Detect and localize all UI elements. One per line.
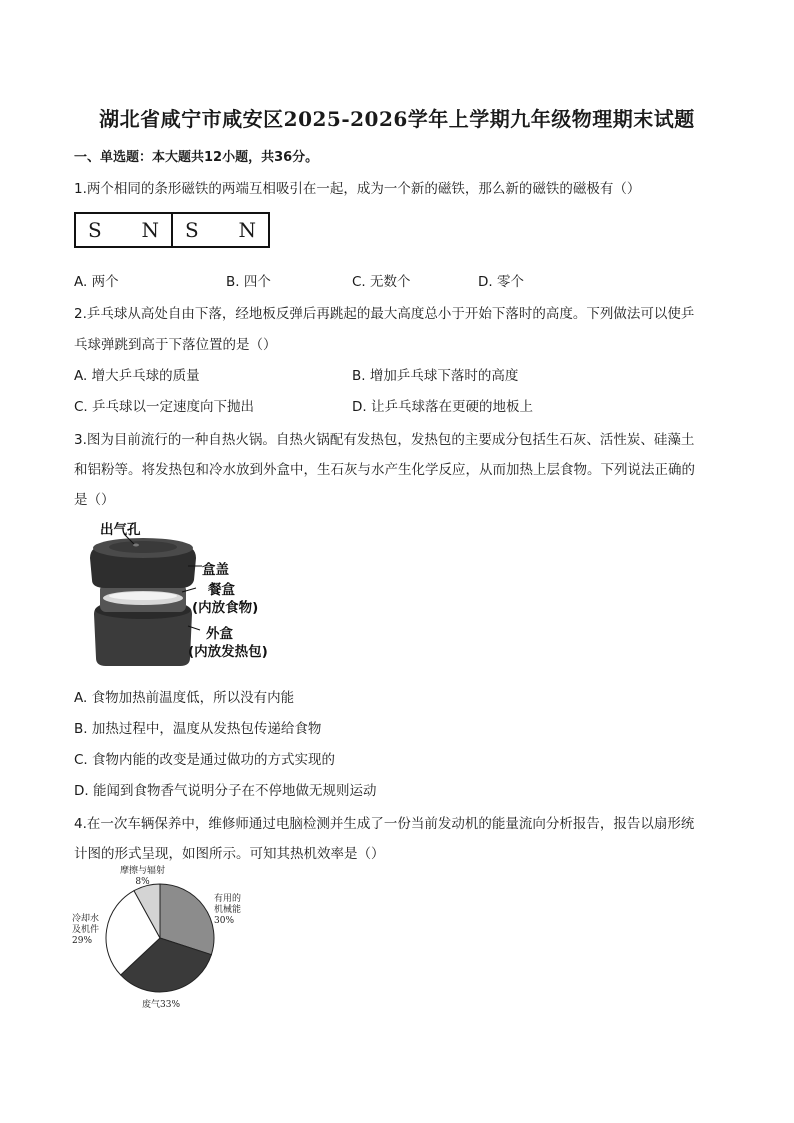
magnet-1-pole-left: S bbox=[88, 218, 102, 242]
section-heading: 一、单选题：本大题共12小题，共36分。 bbox=[74, 150, 319, 165]
q3-stem-line-1: 3.图为目前流行的一种自热火锅。自热火锅配有发热包，发热包的主要成分包括生石灰、活性炭、硅藻土 bbox=[74, 432, 695, 448]
q3-option-a[interactable]: A. 食物加热前温度低，所以没有内能 bbox=[74, 690, 295, 706]
q2-option-a[interactable]: A. 增大乒乓球的质量 bbox=[74, 368, 200, 384]
pie-label-friction bbox=[120, 866, 165, 888]
q3-stem-line-3: 是（） bbox=[74, 492, 115, 508]
page-title: 湖北省咸宁市咸安区2025-2026学年上学期九年级物理期末试题 bbox=[99, 107, 695, 131]
hotpot-label-tray: 餐盒 bbox=[208, 582, 235, 598]
q3-stem-line-2: 和铝粉等。将发热包和冷水放到外盒中，生石灰与水产生化学反应，从而加热上层食物。下列说法正确的 bbox=[74, 462, 695, 478]
hotpot-label-vent: 出气孔 bbox=[100, 522, 141, 538]
q1-option-d[interactable]: D. 零个 bbox=[478, 274, 524, 290]
hotpot-label-lid: 盒盖 bbox=[202, 562, 229, 578]
hotpot-label-tray-note: (内放食物) bbox=[192, 600, 259, 616]
q4-stem-line-1: 4.在一次车辆保养中，维修师通过电脑检测并生成了一份当前发动机的能量流向分析报告，报告以扇形统 bbox=[74, 816, 695, 832]
pie-label-useful bbox=[214, 894, 241, 927]
magnet-1-pole-right: N bbox=[141, 218, 159, 242]
pie-label-exhaust bbox=[142, 1000, 180, 1011]
q2-option-d[interactable]: D. 让乒乓球落在更硬的地板上 bbox=[352, 399, 533, 415]
pie-label-friction-name: 摩擦与辐射 bbox=[120, 866, 166, 876]
pie-label-cooling-value: 29% bbox=[72, 936, 93, 946]
q1-option-a[interactable]: A. 两个 bbox=[74, 274, 119, 290]
pie-label-cooling-line2: 及机件 bbox=[72, 925, 100, 935]
q4-stem-line-2: 计图的形式呈现，如图所示。可知其热机效率是（） bbox=[74, 846, 385, 862]
hotpot-figure bbox=[84, 518, 294, 668]
pie-label-exhaust-value: 废气33% bbox=[142, 1000, 181, 1010]
pie-label-friction-value: 8% bbox=[135, 877, 150, 887]
pie-label-cooling bbox=[72, 914, 99, 947]
q1-stem: 1.两个相同的条形磁铁的两端互相吸引在一起，成为一个新的磁铁，那么新的磁铁的磁极有（） bbox=[74, 181, 641, 197]
q3-option-c[interactable]: C. 食物内能的改变是通过做功的方式实现的 bbox=[74, 752, 336, 768]
magnet-2-pole-left: S bbox=[185, 218, 199, 242]
q2-stem-line-1: 2.乒乓球从高处自由下落，经地板反弹后再跳起的最大高度总小于开始下落时的高度。下列做法可以使乒 bbox=[74, 306, 695, 322]
q3-option-b[interactable]: B. 加热过程中，温度从发热包传递给食物 bbox=[74, 721, 322, 737]
q1-option-b[interactable]: B. 四个 bbox=[226, 274, 271, 290]
magnet-2-pole-right: N bbox=[238, 218, 256, 242]
q1-option-c[interactable]: C. 无数个 bbox=[352, 274, 411, 290]
magnet-2 bbox=[171, 214, 268, 246]
q2-option-c[interactable]: C. 乒乓球以一定速度向下抛出 bbox=[74, 399, 255, 415]
hotpot-label-outer: 外盒 bbox=[206, 626, 233, 642]
pie-label-useful-value: 30% bbox=[214, 916, 235, 926]
pie-label-useful-line1: 有用的 bbox=[214, 894, 242, 904]
magnets-figure bbox=[74, 212, 270, 248]
energy-pie-chart bbox=[64, 866, 264, 1016]
pie-label-useful-line2: 机械能 bbox=[214, 905, 242, 915]
magnet-1 bbox=[76, 214, 171, 246]
hotpot-label-outer-note: (内放发热包) bbox=[188, 644, 268, 660]
q2-stem-line-2: 乓球弹跳到高于下落位置的是（） bbox=[74, 337, 277, 353]
pie-label-cooling-line1: 冷却水 bbox=[72, 914, 100, 924]
q3-option-d[interactable]: D. 能闻到食物香气说明分子在不停地做无规则运动 bbox=[74, 783, 377, 799]
q2-option-b[interactable]: B. 增加乒乓球下落时的高度 bbox=[352, 368, 519, 384]
